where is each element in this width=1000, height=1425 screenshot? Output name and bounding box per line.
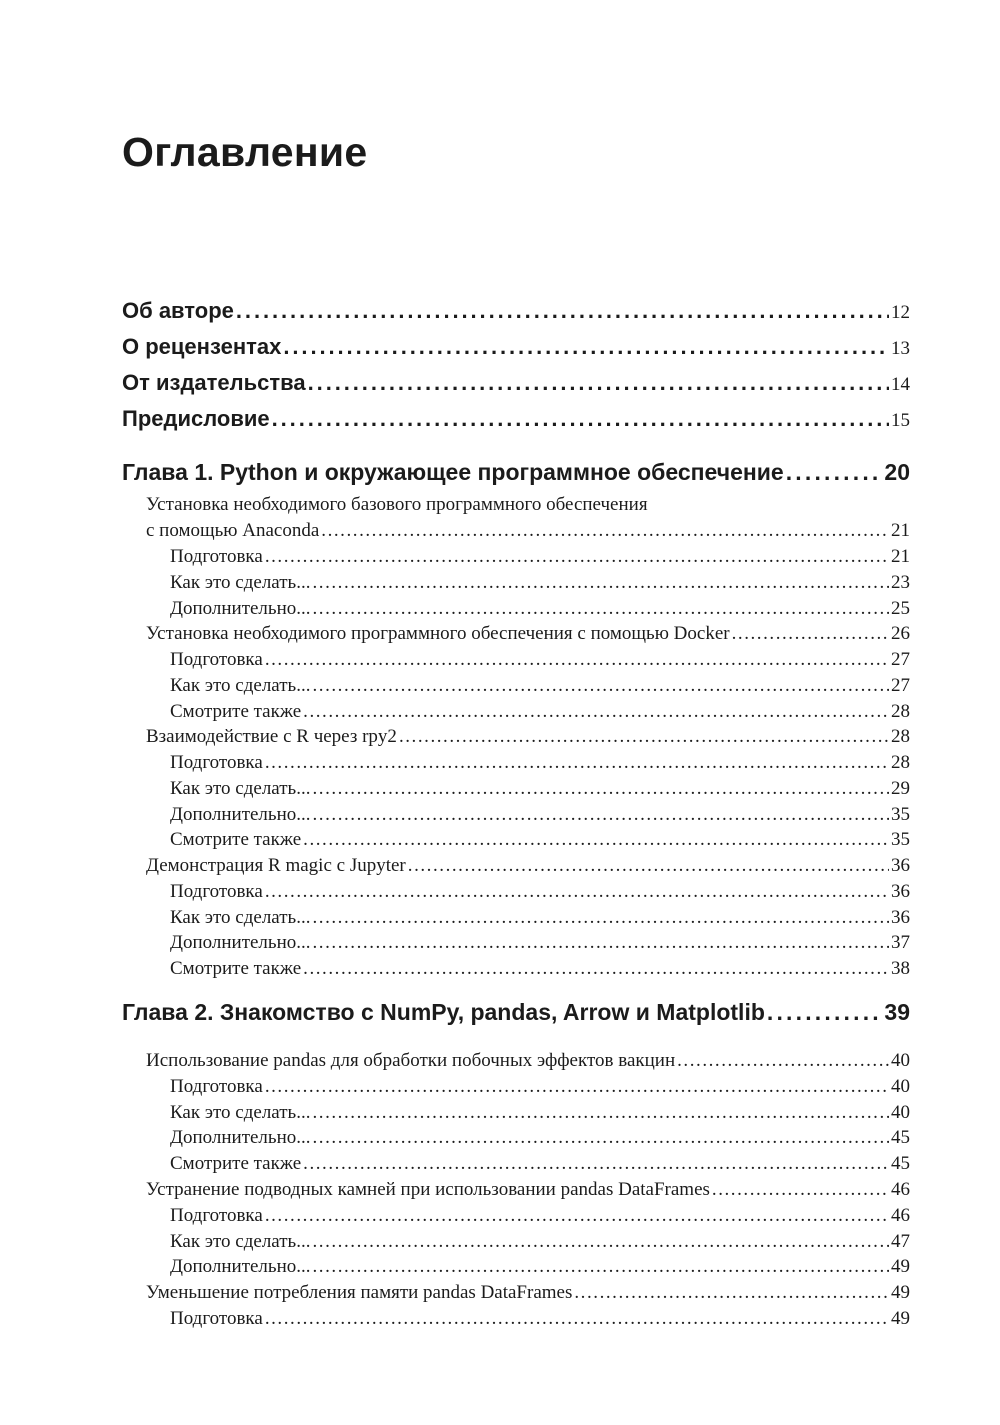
dot-leader <box>303 827 889 852</box>
toc-subsection[interactable] <box>122 1306 910 1331</box>
toc-page-number: 46 <box>891 1179 910 1200</box>
dot-leader <box>786 456 883 488</box>
toc-entry-label: Смотрите также <box>170 829 302 851</box>
toc-entry-label: Подготовка <box>170 1204 263 1226</box>
toc-section[interactable] <box>122 1177 910 1202</box>
toc-page-number: 28 <box>891 752 910 773</box>
toc-page-number: 27 <box>891 649 910 670</box>
toc-page-number: 40 <box>891 1101 910 1123</box>
dot-leader <box>313 802 890 827</box>
toc-entry-about-author[interactable] <box>122 296 910 328</box>
toc-subsection[interactable] <box>122 544 910 569</box>
toc-section-anaconda[interactable] <box>122 518 910 543</box>
toc-entry-label: Подготовка <box>170 546 263 567</box>
toc-chapter-label: Глава 1. Python и окружающее программное обеспечение <box>122 459 784 485</box>
dot-leader <box>312 673 889 698</box>
toc-page-number: 27 <box>891 674 910 696</box>
toc-subsection[interactable] <box>122 776 910 801</box>
dot-leader <box>712 1177 889 1202</box>
toc-page-number: 46 <box>891 1204 910 1226</box>
toc-entry-label: Как это сделать... <box>170 777 311 799</box>
toc-subsection[interactable] <box>122 673 910 698</box>
toc-chapter-2[interactable] <box>122 996 910 1028</box>
toc-entry-label: Подготовка <box>170 752 263 773</box>
toc-entry-label: Использование pandas для обработки побочных эффектов вакцин <box>146 1050 676 1071</box>
toc-subsection[interactable] <box>122 1074 910 1099</box>
dot-leader <box>312 570 889 595</box>
toc-entry-label: Как это сделать... <box>170 1230 311 1252</box>
toc-subsection[interactable] <box>122 827 910 852</box>
toc-page-number: 35 <box>891 803 910 825</box>
dot-leader <box>272 404 889 434</box>
toc-entry-label: Установка необходимого программного обеспечения с помощью Docker <box>146 623 730 645</box>
toc-entry-label: Дополнительно... <box>170 1127 311 1149</box>
dot-leader <box>312 776 889 801</box>
toc-page-number: 40 <box>891 1075 910 1097</box>
dot-leader <box>313 930 890 955</box>
dot-leader <box>313 1254 890 1279</box>
toc-page-number: 29 <box>891 777 910 799</box>
dot-leader <box>265 750 889 775</box>
toc-entry-label: Предисловие <box>122 406 270 431</box>
dot-leader <box>303 699 889 724</box>
toc-page-number: 45 <box>891 1127 910 1149</box>
toc-subsection[interactable] <box>122 905 910 930</box>
toc-page-number: 21 <box>891 520 910 541</box>
dot-leader <box>265 1306 889 1331</box>
toc-page-number: 15 <box>891 410 910 431</box>
dot-leader <box>574 1280 889 1305</box>
toc-section[interactable] <box>122 621 910 646</box>
toc-page-number: 49 <box>891 1282 910 1304</box>
dot-leader <box>265 1203 889 1228</box>
dot-leader <box>236 296 889 326</box>
toc-entry-label: От издательства <box>122 370 306 395</box>
toc-entry-label: Дополнительно... <box>170 932 311 954</box>
dot-leader <box>321 518 889 543</box>
toc-page-number: 12 <box>891 302 910 323</box>
dot-leader <box>677 1048 889 1073</box>
dot-leader <box>312 905 889 930</box>
toc-subsection[interactable] <box>122 647 910 672</box>
toc-entry-label: Устранение подводных камней при использовании pandas DataFrames <box>146 1179 710 1200</box>
dot-leader <box>265 879 889 904</box>
toc-page-number: 36 <box>891 906 910 928</box>
dot-leader <box>408 853 889 878</box>
toc-subsection[interactable] <box>122 570 910 595</box>
toc-entry-label: Уменьшение потребления памяти pandas DataFrames <box>146 1282 573 1304</box>
toc-entry-label: Смотрите также <box>170 958 302 979</box>
toc-page-number: 49 <box>891 1308 910 1329</box>
toc-page-number: 40 <box>891 1050 910 1071</box>
toc-page-number: 23 <box>891 571 910 593</box>
toc-page-number: 36 <box>891 880 910 902</box>
toc-entry-label: Смотрите также <box>170 1153 302 1175</box>
toc-entry-label: Подготовка <box>170 1308 263 1329</box>
toc-entry-label: Демонстрация R magic с Jupyter <box>146 855 406 876</box>
toc-subsection[interactable] <box>122 1100 910 1125</box>
dot-leader <box>732 621 889 646</box>
toc-subsection[interactable] <box>122 956 910 981</box>
dot-leader <box>313 596 890 621</box>
toc-subsection[interactable] <box>122 879 910 904</box>
toc-page-number: 45 <box>891 1153 910 1175</box>
toc-subsection[interactable] <box>122 1254 910 1279</box>
toc-entry-label: Подготовка <box>170 880 263 902</box>
dot-leader <box>303 1151 889 1176</box>
dot-leader <box>265 544 889 569</box>
toc-chapter-label: Глава 2. Знакомство с NumPy, pandas, Arrow и Matplotlib <box>122 999 765 1025</box>
toc-subsection[interactable] <box>122 1203 910 1228</box>
toc-page-number: 35 <box>891 829 910 851</box>
toc-page-number: 39 <box>884 999 910 1025</box>
toc-page-number: 20 <box>884 459 910 485</box>
toc-entry-label: Как это сделать... <box>170 1101 311 1123</box>
toc-page-number: 13 <box>891 338 910 359</box>
toc-page-number: 47 <box>891 1230 910 1252</box>
toc-entry-label: Как это сделать... <box>170 674 311 696</box>
toc-chapter-1[interactable] <box>122 456 910 488</box>
toc-section[interactable] <box>122 724 910 749</box>
dot-leader <box>313 1125 890 1150</box>
toc-subsection[interactable] <box>122 1151 910 1176</box>
toc-subsection[interactable] <box>122 596 910 621</box>
toc-entry-label: Как это сделать... <box>170 906 311 928</box>
dot-leader <box>312 1100 889 1125</box>
toc-entry-label: О рецензентах <box>122 334 282 359</box>
toc-entry-label: Дополнительно... <box>170 597 311 619</box>
toc-page-number: 36 <box>891 855 910 876</box>
toc-entry-label: Смотрите также <box>170 700 302 722</box>
dot-leader <box>312 1229 889 1254</box>
toc-entry-label: Как это сделать... <box>170 571 311 593</box>
toc-section[interactable] <box>122 853 910 878</box>
toc-page-number: 26 <box>891 623 910 645</box>
toc-entry-preface[interactable] <box>122 404 910 436</box>
dot-leader <box>399 724 889 749</box>
toc-subsection[interactable] <box>122 1229 910 1254</box>
toc-subsection[interactable] <box>122 1125 910 1150</box>
toc-entry-publisher[interactable] <box>122 368 910 400</box>
toc-section[interactable] <box>122 1280 910 1305</box>
toc-entry-label: Подготовка <box>170 1075 263 1097</box>
toc-subsection[interactable] <box>122 930 910 955</box>
page-title: Оглавление <box>122 129 368 175</box>
toc-subsection[interactable] <box>122 699 910 724</box>
toc-section-label-line1[interactable]: Установка необходимого базового программного обеспечения <box>146 494 648 515</box>
toc-page-number: 25 <box>891 597 910 619</box>
toc-page-number: 37 <box>891 932 910 954</box>
dot-leader <box>767 996 883 1028</box>
toc-page-number: 28 <box>891 726 910 748</box>
toc-page-number: 21 <box>891 546 910 567</box>
toc-entry-reviewers[interactable] <box>122 332 910 364</box>
toc-entry-label: Дополнительно... <box>170 1256 311 1278</box>
dot-leader <box>265 647 889 672</box>
toc-page-number: 38 <box>891 958 910 979</box>
toc-entry-label: Дополнительно... <box>170 803 311 825</box>
dot-leader <box>303 956 889 981</box>
toc-section[interactable] <box>122 1048 910 1073</box>
toc-page-number: 28 <box>891 700 910 722</box>
toc-entry-label: Об авторе <box>122 298 234 323</box>
toc-entry-label: Подготовка <box>170 649 263 670</box>
toc-subsection[interactable] <box>122 750 910 775</box>
toc-page-number: 14 <box>891 374 910 395</box>
dot-leader <box>283 332 889 362</box>
dot-leader <box>265 1074 889 1099</box>
dot-leader <box>308 368 889 398</box>
toc-entry-label: Взаимодействие с R через rpy2 <box>146 726 397 748</box>
toc-page-number: 49 <box>891 1256 910 1278</box>
toc-subsection[interactable] <box>122 802 910 827</box>
toc-entry-label: с помощью Anaconda <box>146 520 320 541</box>
